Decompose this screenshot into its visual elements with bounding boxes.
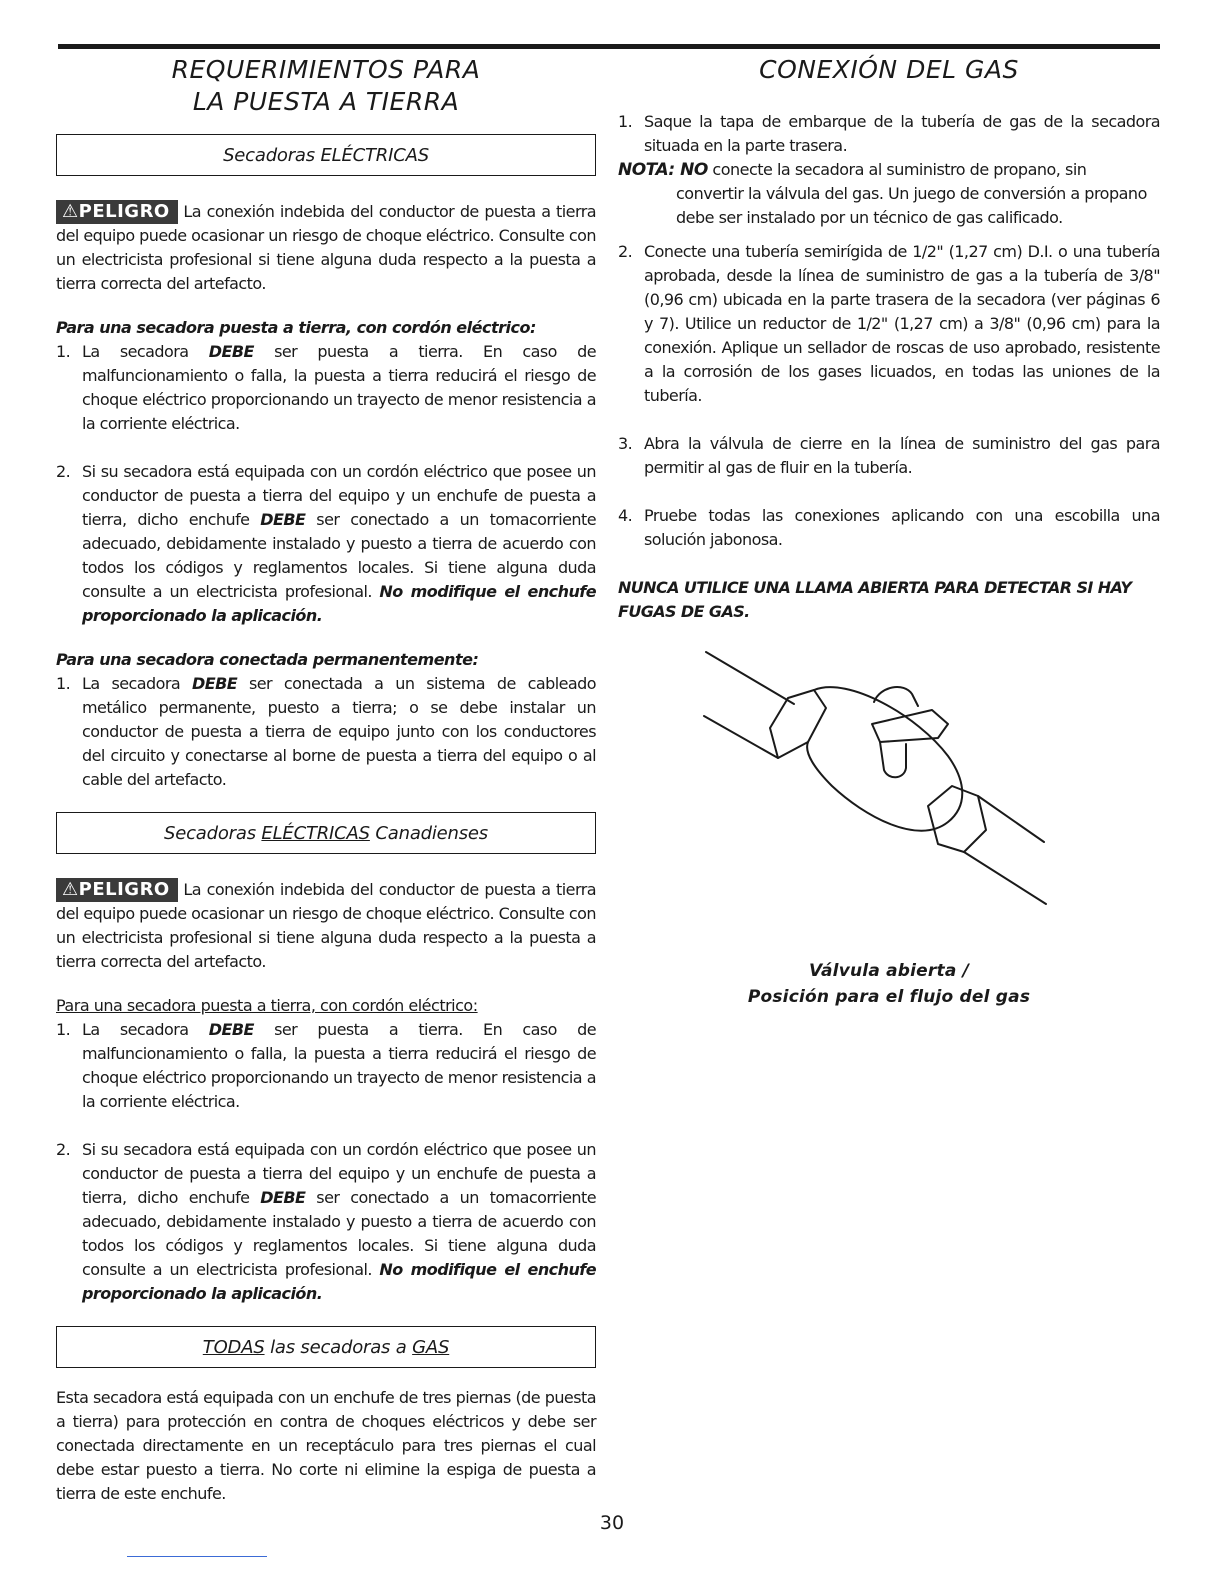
permanent-dryer-list: [56, 672, 596, 792]
step1-text: Saque la tapa de embarque de la tubería de gas de la secadora situada en la parte trasera.: [644, 112, 1160, 155]
list-item-number: 1.: [56, 1020, 71, 1039]
gas-valve-illustration: [618, 646, 1160, 956]
list-item-number: 2.: [56, 462, 71, 481]
top-rule: [58, 44, 1160, 49]
item2-emphasis: DEBE: [260, 510, 306, 529]
c-item2-pre: Si su secadora está equipada con un cordón eléctrico que posee un conductor de puesta a tierra del equipo y un enchufe de puesta a tierra, dicho enchufe: [82, 1140, 596, 1207]
danger-notice-2: [56, 878, 596, 974]
danger-badge-1-label: PELIGRO: [78, 201, 170, 222]
danger-badge-2-label: PELIGRO: [78, 879, 170, 900]
page-number: 30: [599, 1512, 625, 1534]
danger-notice-1: [56, 200, 596, 296]
valve-caption-line2: Posición para el flujo del gas: [747, 987, 1031, 1007]
gas-dryer-paragraph: Esta secadora está equipada con un enchufe de tres piernas (de puesta a tierra) para protección en contra de choques eléctricos y debe ser conectada directamente en un receptáculo para tres piernas el cual debe estar puesto a tierra. No corte ni elimine la espiga de puesta a tierra de este enchufe.: [56, 1388, 596, 1503]
item2-pre: Si su secadora está equipada con un cordón eléctrico que posee un conductor de puesta a tierra del equipo y un enchufe de puesta a tierra, dicho enchufe: [82, 462, 596, 529]
danger-notice-1-text: La conexión indebida del conductor de puesta a tierra del equipo puede ocasionar un riesgo de choque eléctrico. Consulte con un electricista profesional si tiene alguna duda respecto a la puesta a tierra correcta del artefacto.: [56, 202, 597, 293]
grounding-column: [56, 52, 596, 1506]
grounding-title-line2: LA PUESTA A TIERRA: [192, 87, 460, 116]
c-item1-pre: La secadora: [82, 1020, 209, 1039]
electric-dryers-header-label: Secadoras ELÉCTRICAS: [223, 144, 429, 166]
item2-mid: ser conectado a un tomacorriente adecuado, debidamente instalado y puesto a tierra de acuerdo con todos los códigos y reglamentos locales. Si tiene alguna duda consulte a un electricista profesional.: [82, 510, 596, 601]
gas-connection-title: CONEXIÓN DEL GAS: [759, 55, 1019, 84]
list-item: [618, 240, 1160, 408]
valve-stem: [874, 687, 918, 706]
pipe-upper-left: [706, 652, 794, 704]
gas-header-gas: GAS: [412, 1336, 450, 1358]
valve-caption-line1: Válvula abierta /: [808, 961, 970, 981]
gas-dryers-header: [56, 1326, 596, 1368]
grounding-title: [56, 54, 596, 118]
list-item: [56, 1018, 596, 1114]
pipe-upper-right: [978, 796, 1044, 842]
warning-triangle-icon: ⚠: [62, 879, 79, 900]
list-item-number: 4.: [618, 506, 633, 525]
grounding-title-line1: REQUERIMIENTOS PARA: [171, 55, 481, 84]
gas-header-all: TODAS: [202, 1336, 265, 1358]
list-item-number: 1.: [618, 112, 633, 131]
propane-note: [618, 158, 1160, 182]
list-item: [56, 1138, 596, 1306]
item1-pre: La secadora: [82, 342, 209, 361]
list-item: [618, 110, 1160, 158]
valve-body: [807, 687, 962, 831]
step3-text: Abra la válvula de cierre en la línea de suministro del gas para permitir al gas de fluir en la tubería.: [644, 434, 1160, 477]
list-item: [618, 432, 1160, 480]
canadian-dryers-header: [56, 812, 596, 854]
item1-post: ser puesta a tierra. En caso de malfuncionamiento o falla, la puesta a tierra reducirá el riesgo de choque eléctrico proporcionando un trayecto de menor resistencia a la corriente eléctrica.: [82, 342, 596, 433]
perm-post: ser conectada a un sistema de cableado metálico permanente, puesto a tierra; o se debe instalar un conductor de puesta a tierra de equipo junto con los conductores del circuito y conectarse al borne de puesta a tierra del equipo o al cable del artefacto.: [82, 674, 596, 789]
cord-dryer-subheading: Para una secadora puesta a tierra, con cordón eléctrico:: [56, 318, 536, 337]
footer-link-rule: [127, 1556, 267, 1557]
gas-steps-list-cont: [618, 240, 1160, 552]
open-flame-warning: NUNCA UTILICE UNA LLAMA ABIERTA PARA DETECTAR SI HAY FUGAS DE GAS.: [618, 578, 1132, 621]
gas-header-mid: las secadoras a: [270, 1336, 407, 1358]
valve-caption: [618, 958, 1160, 1010]
warning-triangle-icon: ⚠: [62, 201, 79, 222]
cord-dryer-list: [56, 340, 596, 628]
pipe-lower-right: [964, 852, 1046, 904]
gas-steps-list: [618, 110, 1160, 158]
list-item-number: 3.: [618, 434, 633, 453]
c-item2-warning: No modifique el enchufe proporcionado la aplicación.: [82, 1260, 596, 1303]
danger-notice-2-text: La conexión indebida del conductor de puesta a tierra del equipo puede ocasionar un riesgo de choque eléctrico. Consulte con un electricista profesional si tiene alguna duda respecto a la puesta a tierra correcta del artefacto.: [56, 880, 597, 971]
canadian-header-pre: Secadoras: [164, 822, 256, 844]
note-label: NOTA: NO: [618, 160, 708, 180]
canadian-cord-list: [56, 1018, 596, 1306]
canadian-cord-subheading: Para una secadora puesta a tierra, con cordón eléctrico:: [56, 996, 478, 1015]
danger-badge-2: [56, 878, 178, 902]
valve-nut-left: [770, 690, 826, 758]
item1-emphasis: DEBE: [208, 342, 254, 361]
pipe-lower-left: [704, 716, 778, 758]
list-item: [56, 340, 596, 436]
valve-handle: [872, 710, 948, 742]
list-item: [56, 460, 596, 628]
canadian-header-underlined: ELÉCTRICAS: [261, 822, 370, 844]
list-item-number: 1.: [56, 674, 71, 693]
electric-dryers-header: [56, 134, 596, 176]
step2-text: Conecte una tubería semirígida de 1/2" (1,27 cm) D.I. o una tubería aprobada, desde la línea de suministro de gas a la tubería de 3/8" (0,96 cm) ubicada en la parte trasera de la secadora (ver páginas 6 y 7). Utilice un reductor de 1/2" (1,27 cm) a 3/8" (0,96 cm) para la conexión. Aplique un sellador de roscas de uso aprobado, resistente a la corrosión de los gases licuados, en todas las uniones de la tubería.: [644, 242, 1160, 405]
gas-connection-column: [618, 52, 1160, 1010]
c-item2-mid: ser conectado a un tomacorriente adecuado, debidamente instalado y puesto a tierra de acuerdo con todos los códigos y reglamentos locales. Si tiene alguna duda consulte a un electricista profesional.: [82, 1188, 596, 1279]
c-item1-post: ser puesta a tierra. En caso de malfuncionamiento o falla, la puesta a tierra reducirá el riesgo de choque eléctrico proporcionando un trayecto de menor resistencia a la corriente eléctrica.: [82, 1020, 596, 1111]
list-item-number: 2.: [618, 242, 633, 261]
list-item: [56, 672, 596, 792]
valve-stem-neck: [880, 742, 906, 777]
danger-badge-1: [56, 200, 178, 224]
canadian-header-post: Canadienses: [375, 822, 488, 844]
perm-pre: La secadora: [82, 674, 192, 693]
c-item1-emphasis: DEBE: [208, 1020, 254, 1039]
list-item-number: 1.: [56, 342, 71, 361]
c-item2-emphasis: DEBE: [260, 1188, 306, 1207]
item2-warning: No modifique el enchufe proporcionado la aplicación.: [82, 582, 596, 625]
note-rest: convertir la válvula del gas. Un juego de conversión a propano debe ser instalado por un técnico de gas calificado.: [676, 184, 1147, 227]
permanent-dryer-subheading: Para una secadora conectada permanentemente:: [56, 650, 479, 669]
perm-emphasis: DEBE: [191, 674, 238, 693]
list-item: [618, 504, 1160, 552]
note-line1: conecte la secadora al suministro de propano, sin: [707, 160, 1087, 179]
list-item-number: 2.: [56, 1140, 71, 1159]
step4-text: Pruebe todas las conexiones aplicando con una escobilla una solución jabonosa.: [644, 506, 1160, 549]
